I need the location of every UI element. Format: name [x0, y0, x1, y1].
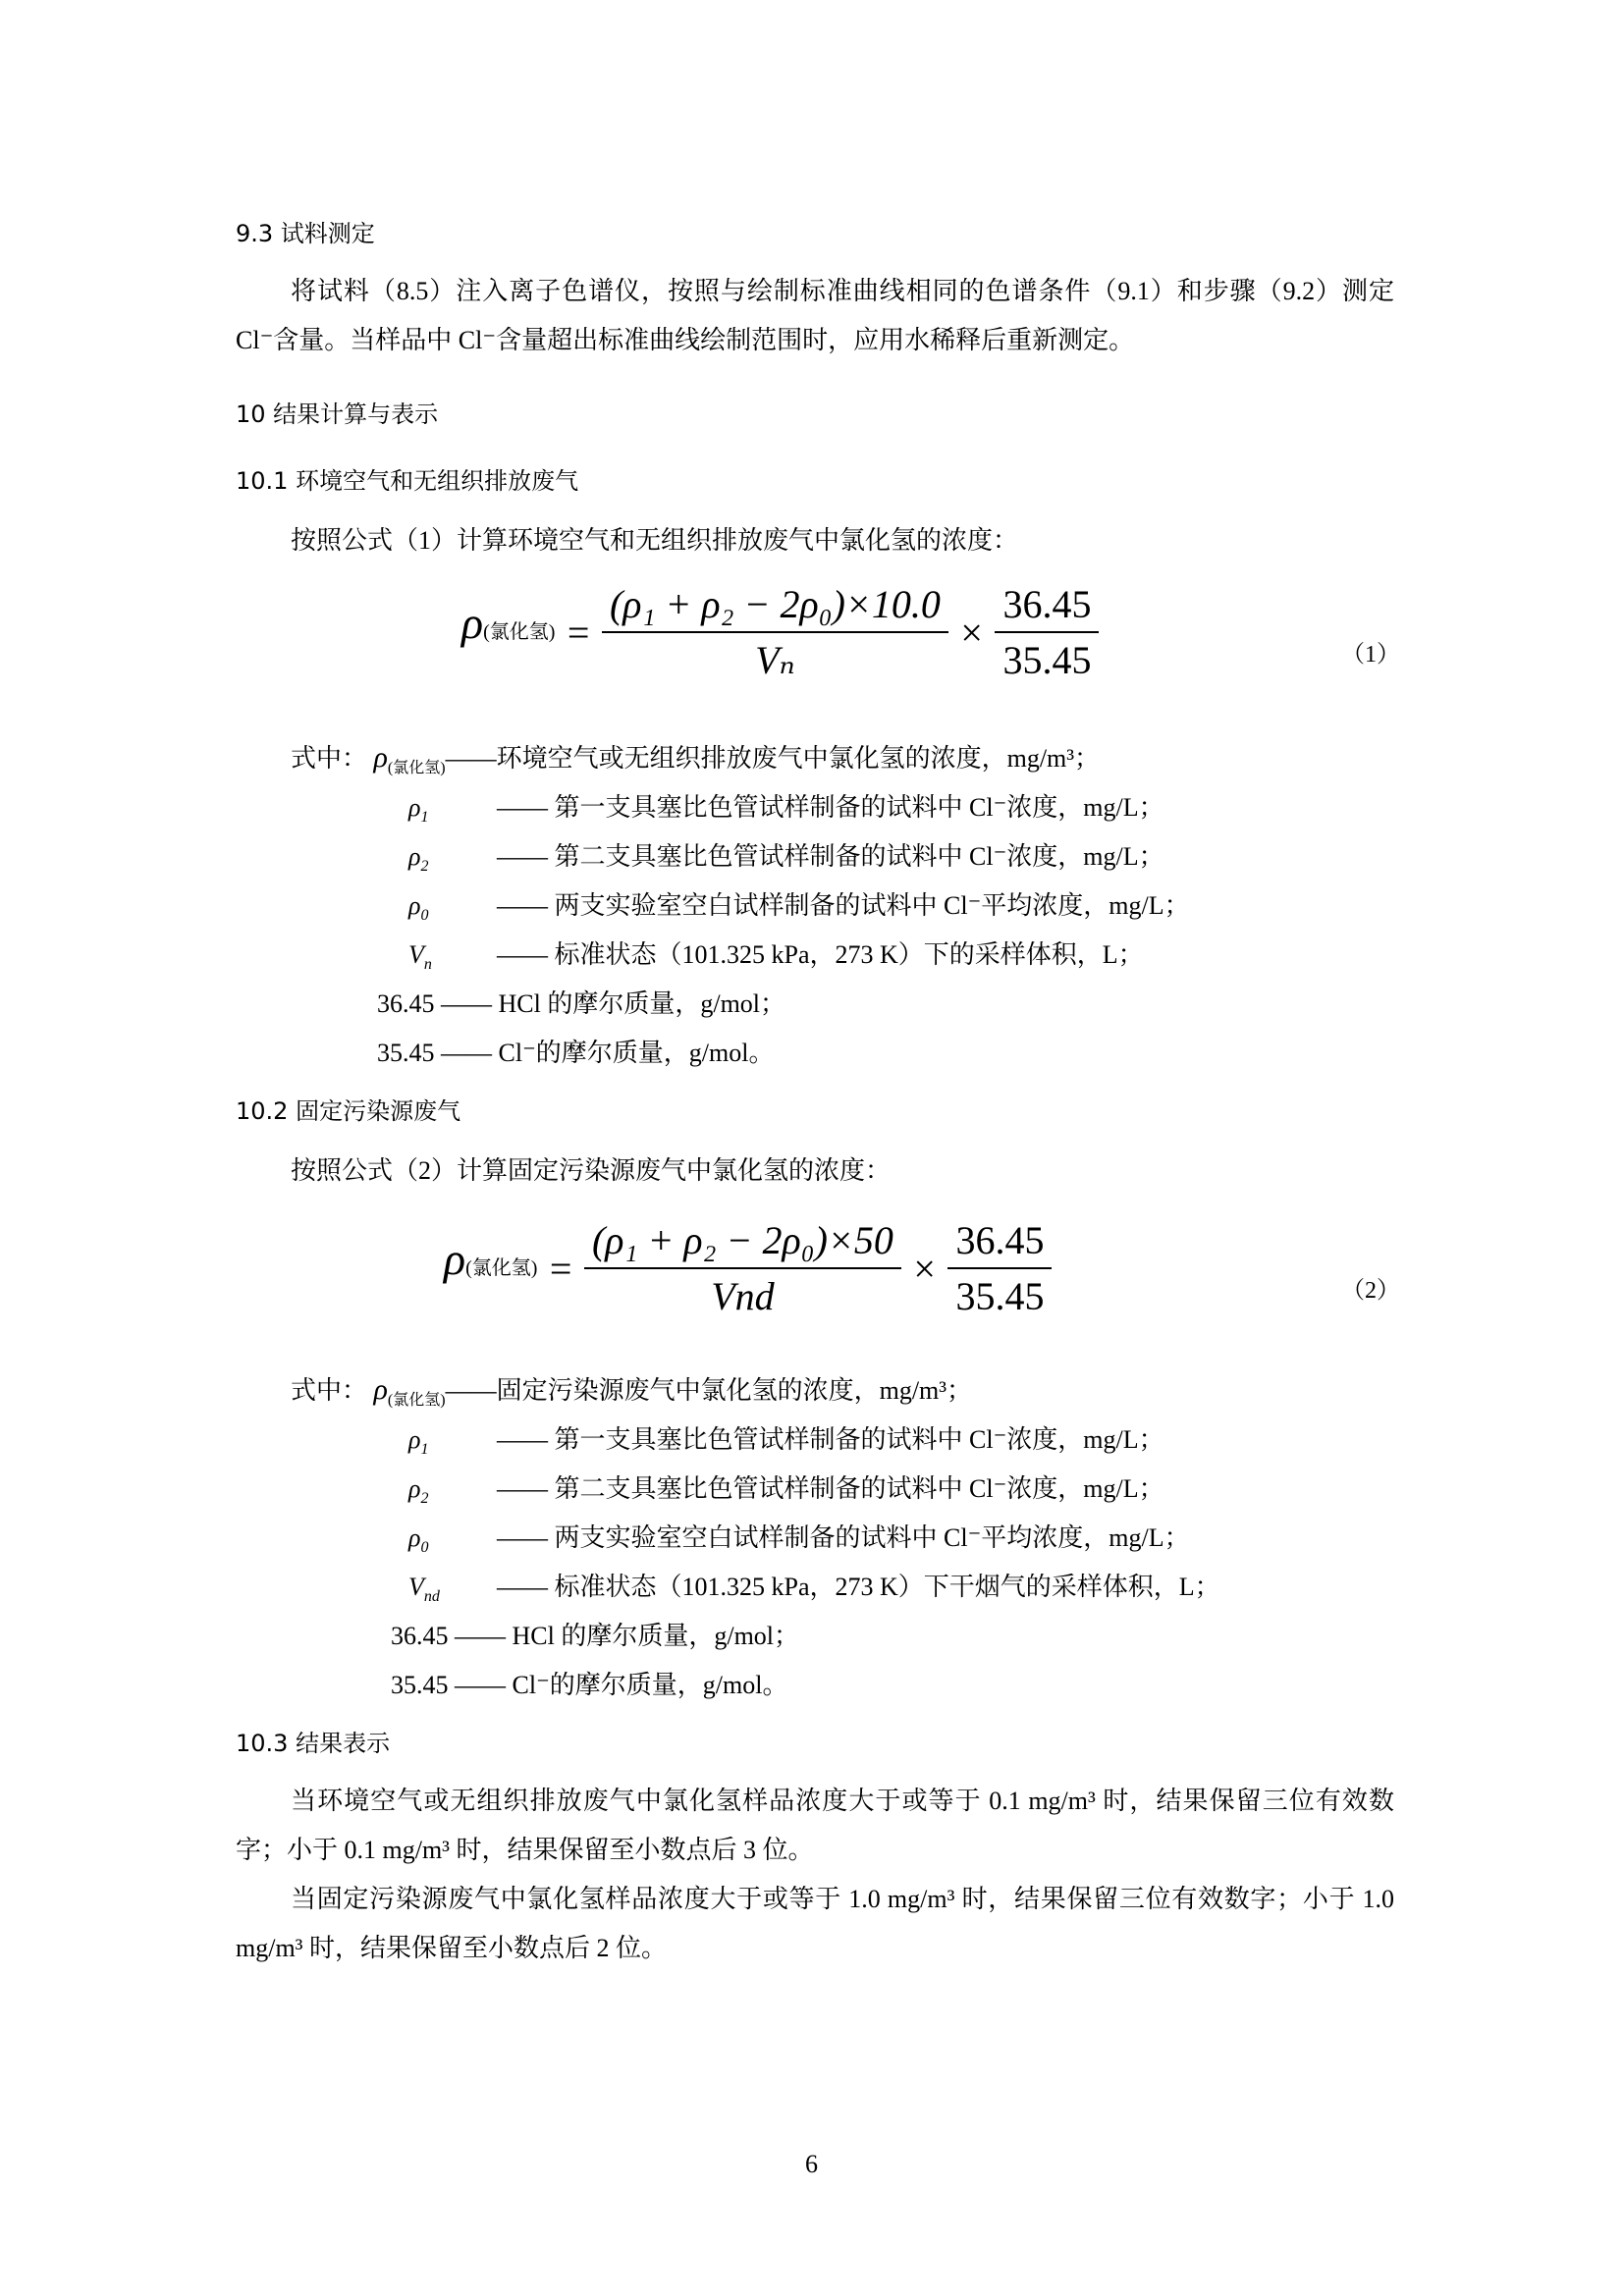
defs-1-sym-rho2: $\rho_2$ [408, 842, 429, 876]
formula-2-numerator: (ρ₁ + ρ₂ − 2ρ₀)×50 [584, 1217, 901, 1269]
defs-1-row-6: 35.45 —— Cl⁻的摩尔质量，g/mol。 [377, 1039, 775, 1067]
defs-2-row-6: 35.45 —— Cl⁻的摩尔质量，g/mol。 [391, 1671, 788, 1699]
rho-symbol: ρ [444, 1233, 466, 1284]
defs-1-sym-vn: $V_n$ [408, 940, 432, 974]
defs-2-text-1: —— 第一支具塞比色管试样制备的试料中 Cl⁻浓度，mg/L； [497, 1425, 1164, 1454]
defs-2-sym-rho1: $\rho_1$ [408, 1425, 429, 1459]
equals-sign: = [567, 610, 590, 655]
defs-2-sym-rho2: $\rho_2$ [408, 1474, 429, 1508]
defs-2-sym-rho-sub: (氯化氢) [387, 1392, 446, 1410]
section-heading-10-3: 10.3 结果表示 [236, 1730, 391, 1757]
defs-1-row-3 [408, 885, 1190, 925]
paragraph-10-3-a: 当环境空气或无组织排放废气中氯化氢样品浓度大于或等于 0.1 mg/m³ 时，结果保留三位有效数字；小于 0.1 mg/m³ 时，结果保留至小数点后 3 位。 [236, 1787, 1394, 1864]
formula-2-ratio-fraction [947, 1217, 1052, 1319]
paragraph-9-3: 将试料（8.5）注入离子色谱仪，按照与绘制标准曲线相同的色谱条件（9.1）和步骤（9.2）测定 Cl⁻含量。当样品中 Cl⁻含量超出标准曲线绘制范围时，应用水稀释后重新测定。 [236, 277, 1394, 354]
equals-sign: = [549, 1246, 572, 1291]
defs-1-label: 式中： [291, 744, 368, 773]
defs-2-text-3: —— 两支实验室空白试样制备的试料中 Cl⁻平均浓度，mg/L； [497, 1523, 1190, 1552]
formula-1 [461, 581, 1099, 683]
defs-2-row-4 [408, 1567, 1220, 1606]
defs-2-label: 式中： [291, 1376, 368, 1405]
defs-2-text-4: —— 标准状态（101.325 kPa，273 K）下干烟气的采样体积，L； [497, 1573, 1220, 1601]
defs-2-text-0: ——固定污染源废气中氯化氢的浓度，mg/m³； [445, 1376, 973, 1405]
defs-2-row-3 [408, 1518, 1190, 1557]
formula-2-ratio-num: 36.45 [947, 1217, 1052, 1269]
defs-1-text-0: ——环境空气或无组织排放废气中氯化氢的浓度，mg/m³； [445, 744, 1101, 773]
formula-1-number: （1） [1341, 642, 1400, 667]
times-sign: × [960, 610, 983, 655]
formula-1-numerator: (ρ₁ + ρ₂ − 2ρ₀)×10.0 [602, 581, 948, 633]
formula-1-ratio-num: 36.45 [995, 581, 1099, 633]
formula-1-main-fraction [602, 581, 948, 683]
defs-2-text-2: —— 第二支具塞比色管试样制备的试料中 Cl⁻浓度，mg/L； [497, 1474, 1164, 1503]
defs-1-row-5: 36.45 —— HCl 的摩尔质量，g/mol； [377, 989, 786, 1018]
section-heading-10-2: 10.2 固定污染源废气 [236, 1097, 461, 1125]
formula-2-ratio-den: 35.45 [955, 1274, 1045, 1318]
defs-1-row-2 [408, 836, 1164, 876]
defs-2-sym-rho0: $\rho_0$ [408, 1523, 429, 1557]
section-heading-9-3: 9.3 试料测定 [236, 220, 375, 247]
defs-1-text-2: —— 第二支具塞比色管试样制备的试料中 Cl⁻浓度，mg/L； [497, 842, 1164, 871]
defs-2-row-0 [291, 1370, 972, 1410]
paragraph-10-3-b: 当固定污染源废气中氯化氢样品浓度大于或等于 1.0 mg/m³ 时，结果保留三位有效数字；小于 1.0 mg/m³ 时，结果保留至小数点后 2 位。 [236, 1885, 1394, 1962]
defs-2-sym-vnd: $V_{nd}$ [408, 1573, 440, 1606]
formula-1-lhs-sub: (氯化氢) [483, 620, 556, 643]
formula-1-ratio-den: 35.45 [1002, 638, 1092, 682]
formula-2-lhs-sub: (氯化氢) [465, 1256, 538, 1279]
section-heading-10-1: 10.1 环境空气和无组织排放废气 [236, 467, 579, 495]
defs-2-sym-rho: ρ [373, 1373, 388, 1406]
defs-2-row-1 [408, 1419, 1164, 1459]
formula-2-number: （2） [1341, 1278, 1400, 1304]
defs-1-row-4 [408, 934, 1144, 974]
defs-1-text-1: —— 第一支具塞比色管试样制备的试料中 Cl⁻浓度，mg/L； [497, 793, 1164, 822]
section-heading-10: 10 结果计算与表示 [236, 400, 439, 428]
defs-1-row-1 [408, 787, 1164, 827]
formula-1-intro: 按照公式（1）计算环境空气和无组织排放废气中氯化氢的浓度： [291, 526, 1019, 555]
times-sign: × [913, 1246, 936, 1291]
formula-1-ratio-fraction [995, 581, 1099, 683]
formula-1-denominator: Vₙ [755, 638, 795, 682]
formula-2-denominator: Vnd [711, 1274, 775, 1318]
defs-1-text-3: —— 两支实验室空白试样制备的试料中 Cl⁻平均浓度，mg/L； [497, 891, 1190, 920]
formula-2-intro: 按照公式（2）计算固定污染源废气中氯化氢的浓度： [291, 1156, 892, 1185]
defs-1-text-4: —— 标准状态（101.325 kPa，273 K）下的采样体积，L； [497, 940, 1144, 969]
defs-2-row-5: 36.45 —— HCl 的摩尔质量，g/mol； [391, 1622, 800, 1650]
page-number: 6 [805, 2150, 818, 2178]
defs-1-sym-rho: ρ [373, 741, 388, 774]
formula-2 [444, 1217, 1052, 1319]
defs-1-row-0 [291, 738, 1100, 777]
defs-1-sym-rho0: $\rho_0$ [408, 891, 429, 925]
rho-symbol: ρ [461, 597, 484, 648]
defs-1-sym-rho1: $\rho_1$ [408, 793, 429, 827]
defs-1-sym-rho-sub: (氯化氢) [387, 760, 446, 777]
formula-2-main-fraction [584, 1217, 901, 1319]
defs-2-row-2 [408, 1468, 1164, 1508]
